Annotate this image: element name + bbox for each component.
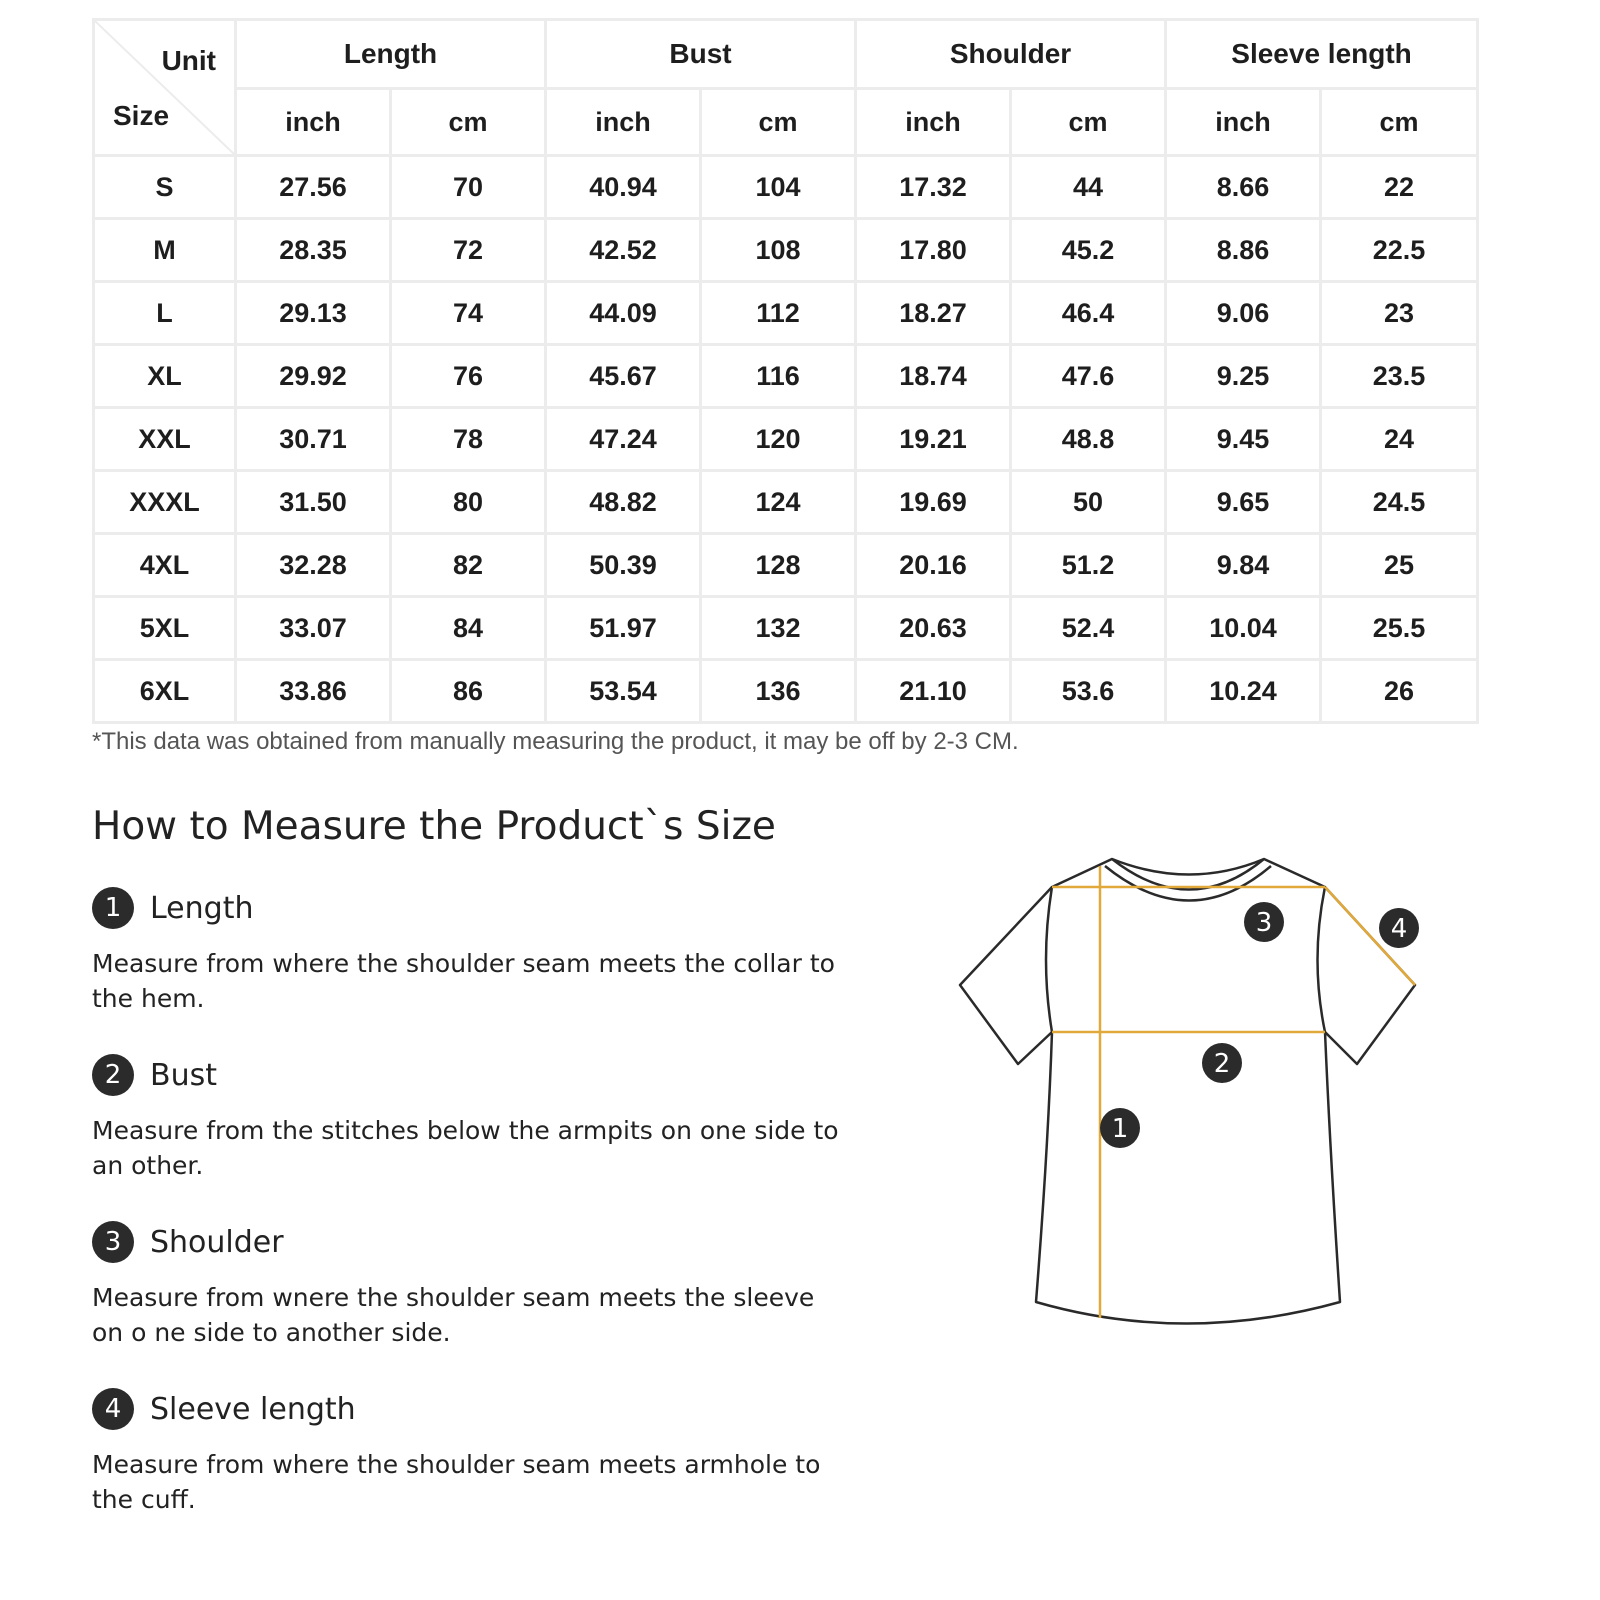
size-cell: 6XL bbox=[94, 660, 236, 723]
unit-header-cell: cm bbox=[391, 89, 546, 156]
step-bust bbox=[92, 1051, 872, 1218]
unit-header-cell: inch bbox=[236, 89, 391, 156]
step-description: Measure from where the shoulder seam meets armhole to the cuff. bbox=[92, 1450, 821, 1514]
size-cell: M bbox=[94, 219, 236, 282]
value-cell: 9.45 bbox=[1166, 408, 1321, 471]
value-cell: 19.21 bbox=[856, 408, 1011, 471]
value-cell: 45.67 bbox=[546, 345, 701, 408]
step-shoulder bbox=[92, 1218, 872, 1385]
value-cell: 19.69 bbox=[856, 471, 1011, 534]
step-title: Shoulder bbox=[150, 1224, 284, 1260]
step-title: Sleeve length bbox=[150, 1391, 356, 1427]
marker-3 bbox=[1244, 902, 1284, 942]
value-cell: 44 bbox=[1011, 156, 1166, 219]
value-cell: 9.84 bbox=[1166, 534, 1321, 597]
value-cell: 74 bbox=[391, 282, 546, 345]
marker-2 bbox=[1202, 1043, 1242, 1083]
step-number-badge: 4 bbox=[92, 1388, 134, 1430]
value-cell: 33.86 bbox=[236, 660, 391, 723]
value-cell: 10.04 bbox=[1166, 597, 1321, 660]
value-cell: 44.09 bbox=[546, 282, 701, 345]
value-cell: 82 bbox=[391, 534, 546, 597]
value-cell: 33.07 bbox=[236, 597, 391, 660]
table-row bbox=[94, 345, 1478, 408]
table-corner-cell bbox=[94, 20, 236, 156]
table-row bbox=[94, 471, 1478, 534]
step-description: Measure from the stitches below the armpits on one side to an other. bbox=[92, 1116, 839, 1180]
size-cell: S bbox=[94, 156, 236, 219]
value-cell: 9.25 bbox=[1166, 345, 1321, 408]
value-cell: 53.54 bbox=[546, 660, 701, 723]
value-cell: 24 bbox=[1321, 408, 1478, 471]
step-description: Measure from wnere the shoulder seam meets the sleeve on o ne side to another side. bbox=[92, 1283, 815, 1347]
value-cell: 22.5 bbox=[1321, 219, 1478, 282]
value-cell: 40.94 bbox=[546, 156, 701, 219]
value-cell: 32.28 bbox=[236, 534, 391, 597]
value-cell: 25.5 bbox=[1321, 597, 1478, 660]
value-cell: 78 bbox=[391, 408, 546, 471]
value-cell: 47.24 bbox=[546, 408, 701, 471]
value-cell: 46.4 bbox=[1011, 282, 1166, 345]
tshirt-outline-icon bbox=[960, 859, 1415, 1324]
size-cell: 4XL bbox=[94, 534, 236, 597]
step-length bbox=[92, 884, 872, 1051]
marker-label: 2 bbox=[1213, 1049, 1231, 1079]
value-cell: 23 bbox=[1321, 282, 1478, 345]
value-cell: 86 bbox=[391, 660, 546, 723]
table-row bbox=[94, 282, 1478, 345]
group-header-sleeve-length: Sleeve length bbox=[1166, 20, 1478, 89]
value-cell: 26 bbox=[1321, 660, 1478, 723]
value-cell: 76 bbox=[391, 345, 546, 408]
step-number-badge: 2 bbox=[92, 1054, 134, 1096]
size-cell: 5XL bbox=[94, 597, 236, 660]
value-cell: 22 bbox=[1321, 156, 1478, 219]
value-cell: 104 bbox=[701, 156, 856, 219]
value-cell: 17.32 bbox=[856, 156, 1011, 219]
value-cell: 45.2 bbox=[1011, 219, 1166, 282]
corner-diagonal bbox=[95, 21, 234, 154]
value-cell: 48.8 bbox=[1011, 408, 1166, 471]
size-chart-table bbox=[92, 18, 1479, 724]
how-to-measure-title: How to Measure the Product`s Size bbox=[92, 804, 776, 849]
unit-header-cell: cm bbox=[1321, 89, 1478, 156]
value-cell: 52.4 bbox=[1011, 597, 1166, 660]
value-cell: 23.5 bbox=[1321, 345, 1478, 408]
tshirt-measurement-diagram bbox=[940, 840, 1460, 1360]
value-cell: 25 bbox=[1321, 534, 1478, 597]
value-cell: 84 bbox=[391, 597, 546, 660]
unit-header: Unit bbox=[161, 45, 216, 76]
marker-1 bbox=[1100, 1108, 1140, 1148]
value-cell: 24.5 bbox=[1321, 471, 1478, 534]
value-cell: 116 bbox=[701, 345, 856, 408]
value-cell: 8.66 bbox=[1166, 156, 1321, 219]
value-cell: 50.39 bbox=[546, 534, 701, 597]
value-cell: 124 bbox=[701, 471, 856, 534]
value-cell: 18.27 bbox=[856, 282, 1011, 345]
value-cell: 47.6 bbox=[1011, 345, 1166, 408]
value-cell: 48.82 bbox=[546, 471, 701, 534]
marker-label: 3 bbox=[1255, 908, 1273, 938]
value-cell: 20.63 bbox=[856, 597, 1011, 660]
value-cell: 112 bbox=[701, 282, 856, 345]
value-cell: 8.86 bbox=[1166, 219, 1321, 282]
measurement-steps bbox=[92, 884, 872, 1552]
table-row bbox=[94, 534, 1478, 597]
value-cell: 128 bbox=[701, 534, 856, 597]
marker-label: 1 bbox=[1111, 1114, 1129, 1144]
unit-header-cell: inch bbox=[856, 89, 1011, 156]
value-cell: 51.2 bbox=[1011, 534, 1166, 597]
value-cell: 120 bbox=[701, 408, 856, 471]
size-cell: XXL bbox=[94, 408, 236, 471]
group-header-length: Length bbox=[236, 20, 546, 89]
table-row bbox=[94, 219, 1478, 282]
value-cell: 42.52 bbox=[546, 219, 701, 282]
measurement-note: *This data was obtained from manually measuring the product, it may be off by 2-3 CM. bbox=[92, 728, 1019, 755]
unit-header-cell: cm bbox=[701, 89, 856, 156]
step-number-badge: 3 bbox=[92, 1221, 134, 1263]
table-row bbox=[94, 597, 1478, 660]
value-cell: 20.16 bbox=[856, 534, 1011, 597]
value-cell: 28.35 bbox=[236, 219, 391, 282]
value-cell: 53.6 bbox=[1011, 660, 1166, 723]
value-cell: 108 bbox=[701, 219, 856, 282]
table-row bbox=[94, 660, 1478, 723]
step-title: Length bbox=[150, 890, 254, 926]
value-cell: 9.65 bbox=[1166, 471, 1321, 534]
value-cell: 70 bbox=[391, 156, 546, 219]
table-row bbox=[94, 156, 1478, 219]
value-cell: 136 bbox=[701, 660, 856, 723]
unit-header-cell: inch bbox=[546, 89, 701, 156]
size-header: Size bbox=[113, 100, 170, 131]
step-title: Bust bbox=[150, 1057, 217, 1093]
unit-header-cell: inch bbox=[1166, 89, 1321, 156]
value-cell: 29.13 bbox=[236, 282, 391, 345]
group-header-bust: Bust bbox=[546, 20, 856, 89]
unit-header-cell: cm bbox=[1011, 89, 1166, 156]
value-cell: 31.50 bbox=[236, 471, 391, 534]
value-cell: 72 bbox=[391, 219, 546, 282]
value-cell: 50 bbox=[1011, 471, 1166, 534]
value-cell: 80 bbox=[391, 471, 546, 534]
marker-4 bbox=[1379, 908, 1419, 948]
value-cell: 30.71 bbox=[236, 408, 391, 471]
step-description: Measure from where the shoulder seam meets the collar to the hem. bbox=[92, 949, 835, 1013]
step-sleeve-length bbox=[92, 1385, 872, 1552]
size-cell: XXXL bbox=[94, 471, 236, 534]
value-cell: 18.74 bbox=[856, 345, 1011, 408]
table-row bbox=[94, 408, 1478, 471]
marker-label: 4 bbox=[1390, 914, 1408, 944]
value-cell: 21.10 bbox=[856, 660, 1011, 723]
value-cell: 51.97 bbox=[546, 597, 701, 660]
value-cell: 17.80 bbox=[856, 219, 1011, 282]
value-cell: 29.92 bbox=[236, 345, 391, 408]
step-number-badge: 1 bbox=[92, 887, 134, 929]
group-header-shoulder: Shoulder bbox=[856, 20, 1166, 89]
value-cell: 9.06 bbox=[1166, 282, 1321, 345]
value-cell: 132 bbox=[701, 597, 856, 660]
size-cell: XL bbox=[94, 345, 236, 408]
size-cell: L bbox=[94, 282, 236, 345]
value-cell: 10.24 bbox=[1166, 660, 1321, 723]
value-cell: 27.56 bbox=[236, 156, 391, 219]
